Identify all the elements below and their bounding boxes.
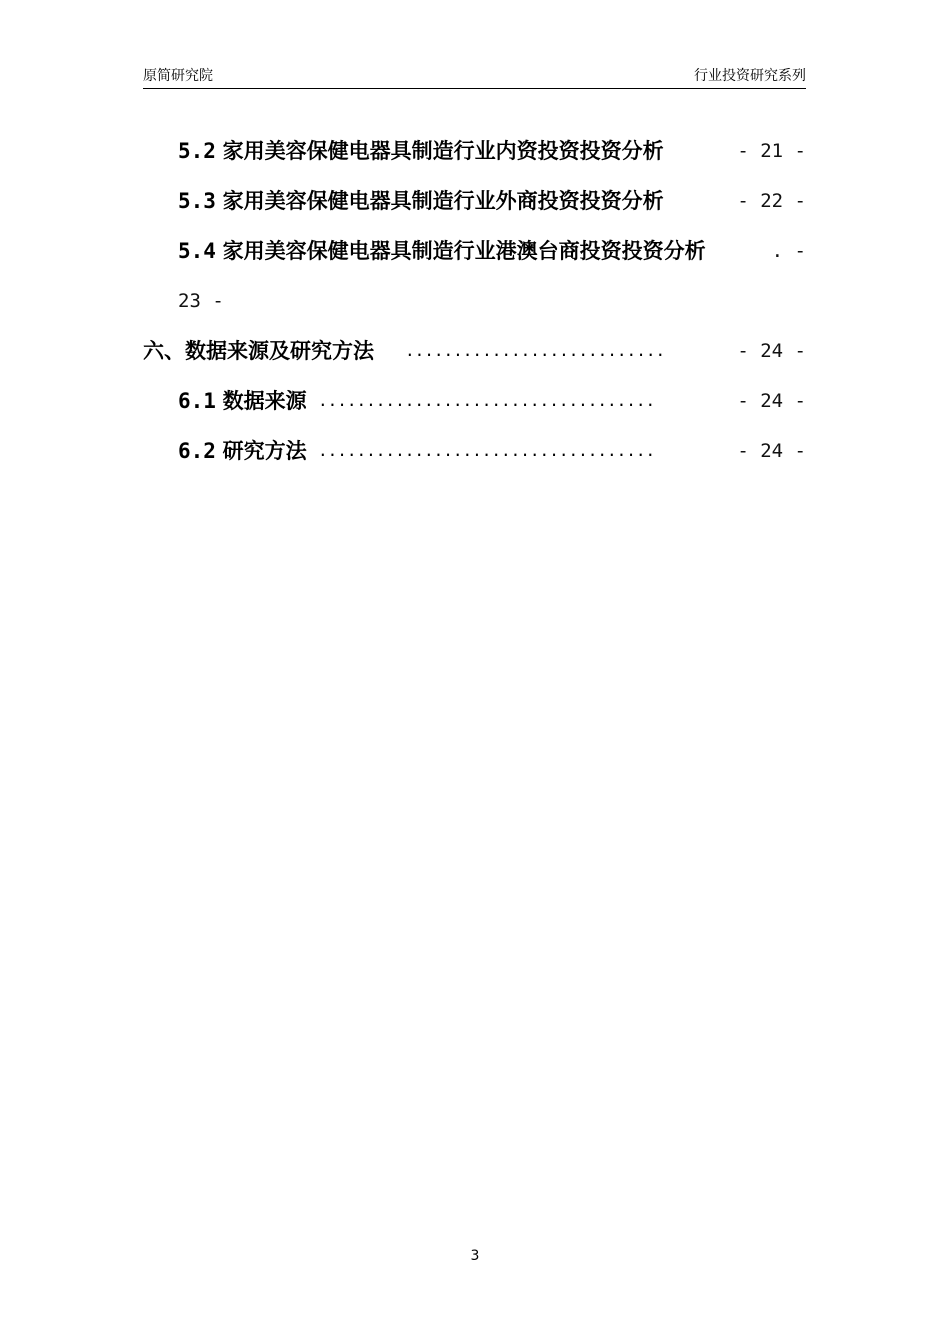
toc-leader-dots: ................................... (318, 391, 656, 410)
header-series-name: 行业投资研究系列 (694, 68, 806, 84)
toc-entry-title: 家用美容保健电器具制造行业外商投资投资分析 (222, 189, 664, 213)
toc-entry-page: - 24 - (737, 340, 806, 362)
toc-entry-title: 数据来源 (222, 389, 307, 413)
toc-entry-page-trail: . - (771, 240, 806, 262)
toc-entry-number: 6.1 (178, 389, 216, 413)
toc-entry-page: - 24 - (737, 440, 806, 462)
toc-entry-title: 家用美容保健电器具制造行业港澳台商投资投资分析 (222, 239, 706, 263)
toc-leader-dots: ................................... (318, 441, 656, 460)
toc-entry-5-4[interactable] (178, 234, 806, 268)
page-header (143, 66, 806, 88)
toc-entry-number: 5.4 (178, 239, 216, 263)
header-rule (143, 88, 806, 89)
toc-entry-title: 家用美容保健电器具制造行业内资投资投资分析 (222, 139, 664, 163)
toc-entry-number: 5.3 (178, 189, 216, 213)
toc-entry-number: 5.2 (178, 139, 216, 163)
toc-entry-page: - 24 - (737, 390, 806, 412)
toc-leader-dots: ........................... (405, 341, 666, 360)
toc-entry-page-continued: 23 - (178, 290, 224, 312)
toc-entry-5-3[interactable] (178, 184, 806, 218)
header-org-name: 原简研究院 (143, 68, 213, 84)
toc-entry-title: 六、数据来源及研究方法 (143, 339, 374, 363)
toc-entry-5-2[interactable] (178, 134, 806, 168)
toc-entry-6-1[interactable] (178, 384, 806, 418)
toc-entry-chapter-6[interactable] (143, 334, 806, 368)
toc-entry-6-2[interactable] (178, 434, 806, 468)
toc-entry-page: - 22 - (737, 190, 806, 212)
page-number: 3 (470, 1248, 480, 1264)
toc-entry-title: 研究方法 (222, 439, 307, 463)
toc-entry-page: - 21 - (737, 140, 806, 162)
toc-entry-number: 6.2 (178, 439, 216, 463)
